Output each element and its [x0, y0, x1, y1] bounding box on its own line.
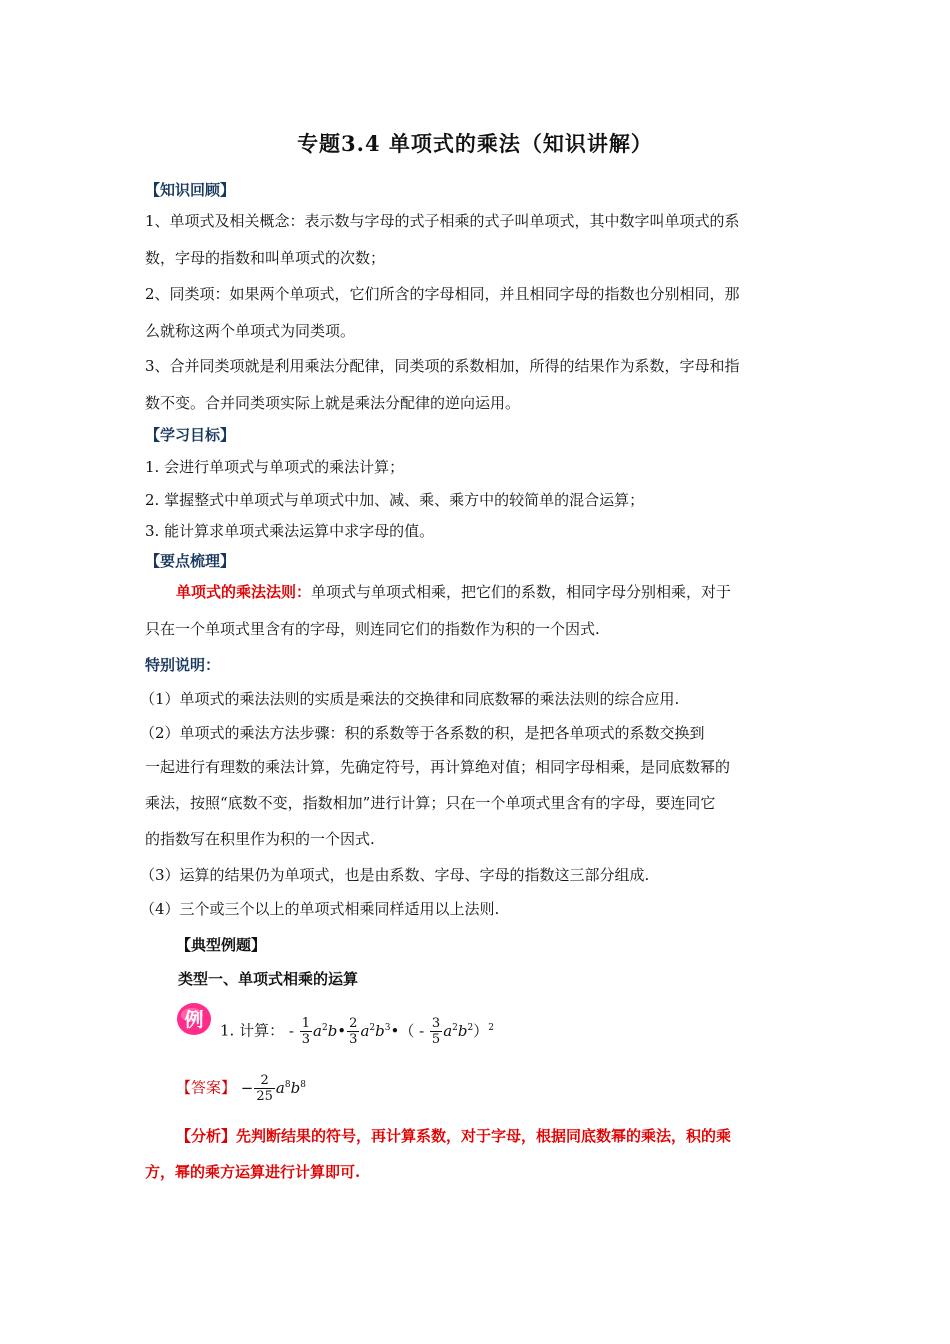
note-line: （1）单项式的乘法法则的实质是乘法的交换律和同底数幂的乘法法则的综合应用.	[140, 690, 680, 708]
analysis-text: 先判断结果的符号，再计算系数，对于字母，根据同底数幂的乘法，积的乘	[236, 1127, 732, 1145]
goal-item: 2. 掌握整式中单项式与单项式中加、减、乘、乘方中的较简单的混合运算；	[145, 491, 645, 509]
examples-heading: 【典型例题】	[176, 936, 267, 954]
example-badge-icon	[175, 1000, 213, 1036]
review-line: 数不变。合并同类项实际上就是乘法分配律的逆向运用。	[145, 394, 521, 412]
answer-label: 【答案】	[176, 1078, 237, 1097]
points-heading: 【要点梳理】	[145, 552, 236, 570]
type1-heading: 类型一、单项式相乘的运算	[178, 970, 359, 988]
svg-text:例: 例	[184, 1009, 204, 1031]
review-line: 么就称这两个单项式为同类项。	[145, 322, 356, 340]
example-1-problem	[220, 1016, 494, 1047]
example-1-label: 1. 计算：	[220, 1021, 285, 1040]
note-line: （4）三个或三个以上的单项式相乘同样适用以上法则.	[140, 900, 500, 918]
goal-item: 3. 能计算求单项式乘法运算中求字母的值。	[145, 522, 435, 540]
expression: - $\frac{1}{3}$ $a^2b•$ $\frac{2}{3}$ $a^2b^3•$（ - $\frac{3}{5}$ $a^2b^2)^2$	[288, 1016, 494, 1047]
rule-line	[176, 582, 731, 602]
rule-label: 单项式的乘法法则：	[176, 583, 312, 601]
rule-text: 单项式与单项式相乘，把它们的系数，相同字母分别相乘，对于	[311, 583, 732, 601]
review-heading: 【知识回顾】	[145, 181, 236, 199]
review-line: 2、同类项：如果两个单项式，它们所含的字母相同，并且相同字母的指数也分别相同，那	[145, 285, 740, 303]
note-line: 一起进行有理数的乘法计算，先确定符号，再计算绝对值；相同字母相乘，是同底数幂的	[145, 758, 731, 776]
goal-item: 1. 会进行单项式与单项式的乘法计算；	[145, 458, 405, 476]
review-line: 3、合并同类项就是利用乘法分配律，同类项的系数相加，所得的结果作为系数，字母和指	[145, 357, 740, 375]
page-title: 专题3.4 单项式的乘法（知识讲解）	[297, 131, 653, 156]
special-heading: 特别说明：	[145, 656, 221, 674]
rule-line-2: 只在一个单项式里含有的字母，则连同它们的指数作为积的一个因式.	[145, 620, 600, 638]
analysis-line	[176, 1126, 731, 1146]
review-line: 数，字母的指数和叫单项式的次数；	[145, 249, 386, 267]
answer-line	[176, 1073, 306, 1104]
answer-expression: − $\frac{2}{25}$ $a^8b^8$	[240, 1073, 306, 1104]
analysis-label: 【分析】	[176, 1127, 237, 1145]
note-line: （2）单项式的乘法方法步骤：积的系数等于各系数的积，是把各单项式的系数交换到	[140, 724, 705, 742]
note-line: 的指数写在积里作为积的一个因式.	[145, 830, 375, 848]
note-line: 乘法，按照“底数不变，指数相加”进行计算；只在一个单项式里含有的字母，要连同它	[145, 794, 716, 812]
note-line: （3）运算的结果仍为单项式，也是由系数、字母、字母的指数这三部分组成.	[140, 866, 650, 884]
goals-heading: 【学习目标】	[145, 426, 236, 444]
analysis-text-2: 方，幂的乘方运算进行计算即可.	[145, 1163, 361, 1181]
review-line: 1、单项式及相关概念：表示数与字母的式子相乘的式子叫单项式，其中数字叫单项式的系	[145, 212, 740, 230]
